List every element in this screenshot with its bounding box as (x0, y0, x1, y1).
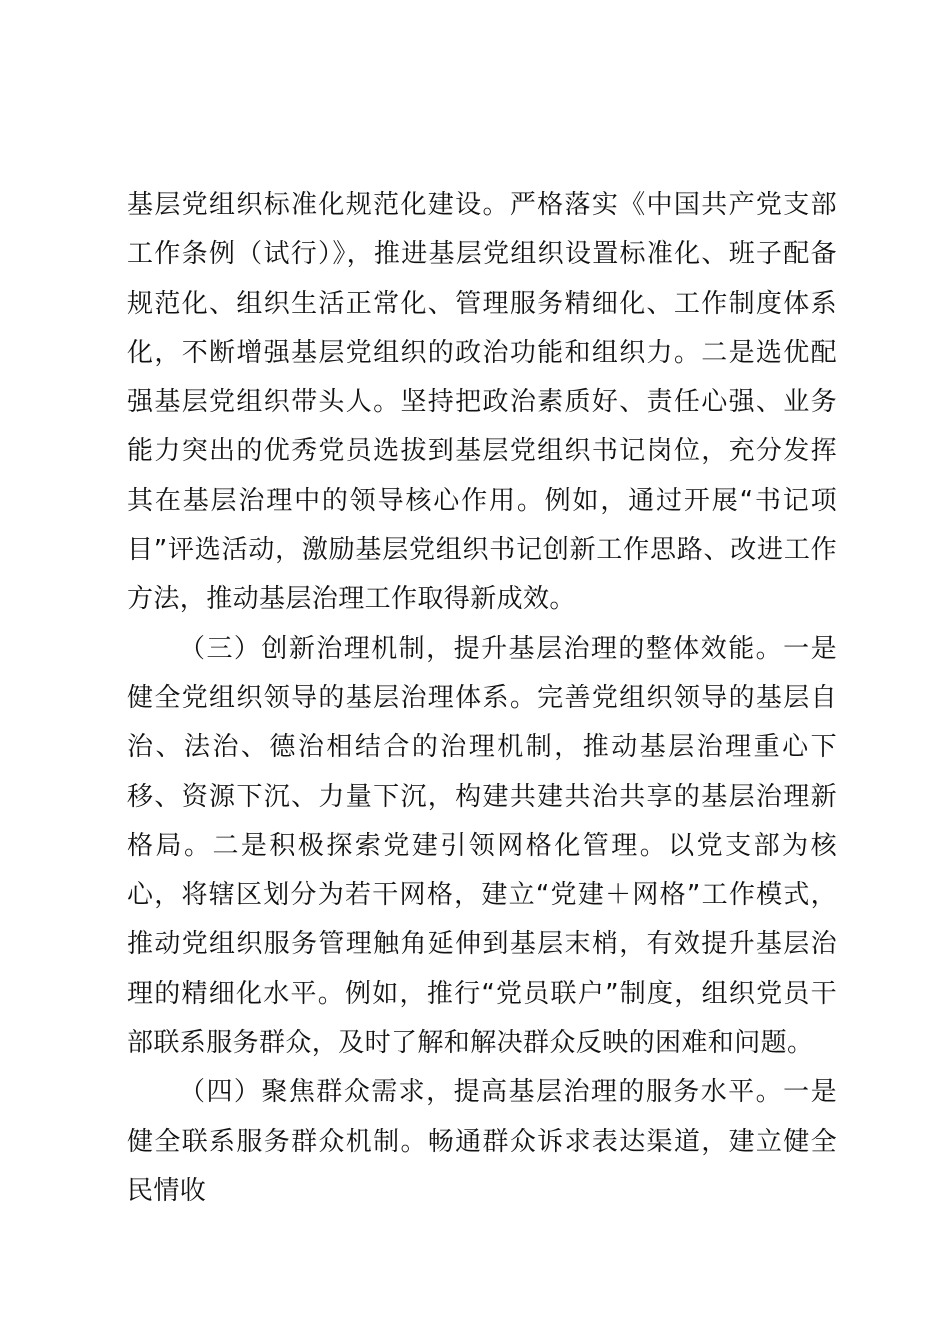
document-body (127, 181, 837, 1216)
paragraph-continuation: 基层党组织标准化规范化建设。严格落实《中国共产党支部工作条例（试行）》，推进基层党组织设置标准化、班子配备规范化、组织生活正常化、管理服务精细化、工作制度体系化，不断增强基层党组织的政治功能和组织力。二是选优配强基层党组织带头人。坚持把政治素质好、责任心强、业务能力突出的优秀党员选拔到基层党组织书记岗位，充分发挥其在基层治理中的领导核心作用。例如，通过开展“书记项目”评选活动，激励基层党组织书记创新工作思路、改进工作方法，推动基层治理工作取得新成效。 (127, 190, 837, 615)
paragraph-section-four: （四）聚焦群众需求，提高基层治理的服务水平。一是健全联系服务群众机制。畅通群众诉求表达渠道，建立健全民情收 (127, 1077, 837, 1206)
paragraph-section-three: （三）创新治理机制，提升基层治理的整体效能。一是健全党组织领导的基层治理体系。完善党组织领导的基层自治、法治、德治相结合的治理机制，推动基层治理重心下移、资源下沉、力量下沉，构建共建共治共享的基层治理新格局。二是积极探索党建引领网格化管理。以党支部为核心，将辖区划分为若干网格，建立“党建＋网格”工作模式，推动党组织服务管理触角延伸到基层末梢，有效提升基层治理的精细化水平。例如，推行“党员联户”制度，组织党员干部联系服务群众，及时了解和解决群众反映的困难和问题。 (127, 633, 837, 1059)
